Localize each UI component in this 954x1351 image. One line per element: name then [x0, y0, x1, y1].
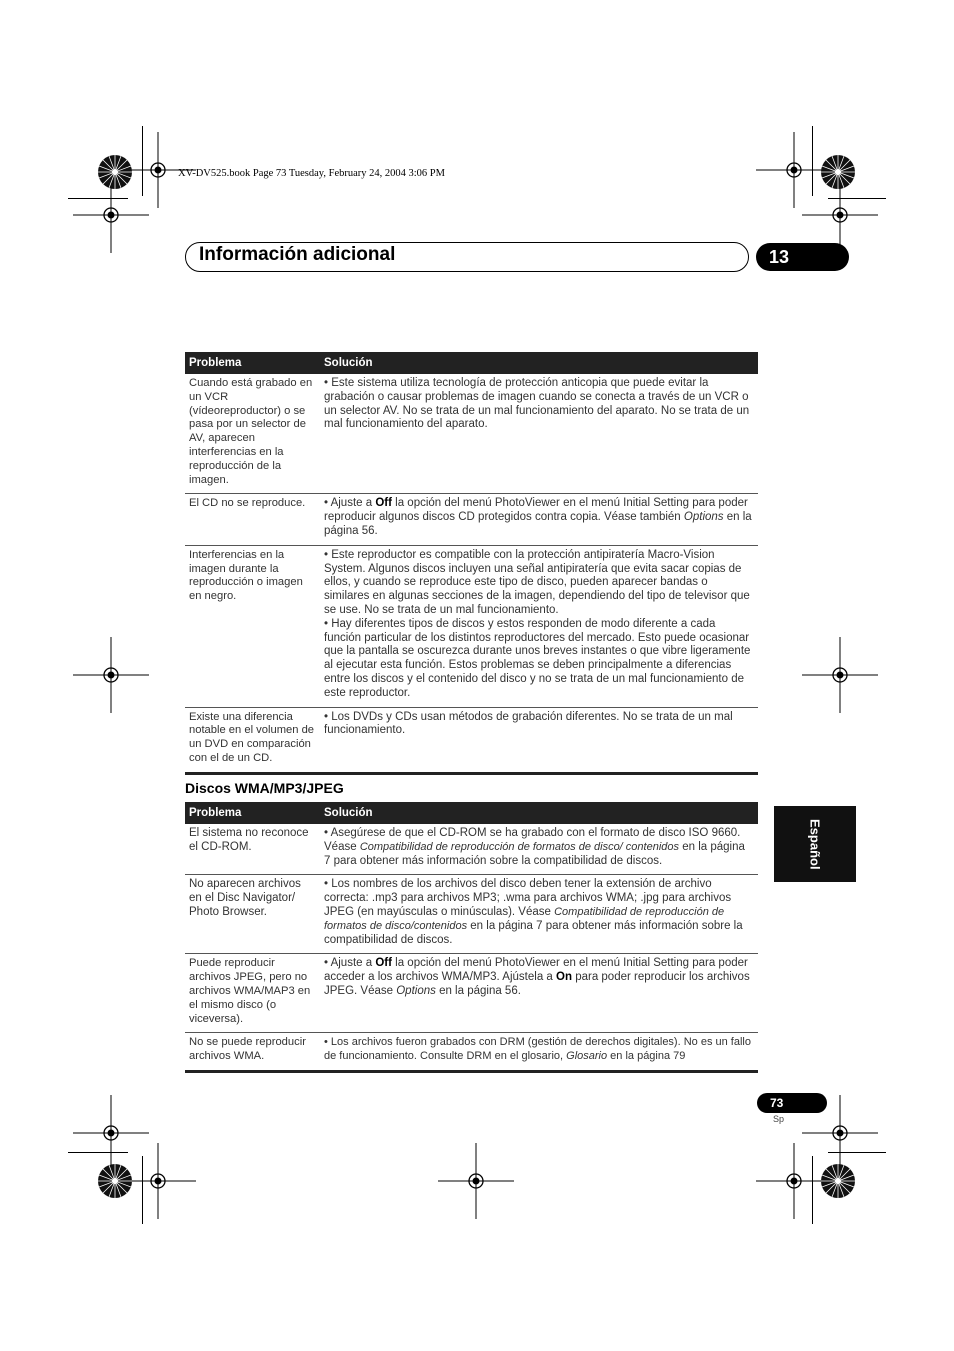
registration-mark-icon: [756, 1143, 832, 1219]
troubleshooting-table: [185, 352, 758, 775]
table-row: [185, 707, 758, 773]
problem-cell: No aparecen archivos en el Disc Navigator/ Photo Browser.: [185, 875, 320, 954]
table-row: [185, 824, 758, 875]
table-row: [185, 494, 758, 545]
solution-cell: • Ajuste a Off la opción del menú PhotoViewer en el menú Initial Setting para poder reproducir algunos discos CD protegidos contra copia. Véase también Options en la página 56.: [320, 494, 758, 545]
problem-cell: El CD no se reproduce.: [185, 494, 320, 545]
problem-cell: No se puede reproducir archivos WMA.: [185, 1033, 320, 1072]
problem-cell: Existe una diferencia notable en el volumen de un DVD en comparación con el de un CD.: [185, 707, 320, 773]
registration-mark-icon: [73, 637, 149, 713]
column-header-problem: Problema: [185, 352, 320, 374]
star-target-icon: [821, 1164, 855, 1198]
column-header-solution: Solución: [320, 802, 758, 824]
solution-cell: • Asegúrese de que el CD-ROM se ha grabado con el formato de disco ISO 9660. Véase Compatibilidad de reproducción de formatos de disco/ contenidos en la página 7 para obtener más información sobre la compatibilidad de discos.: [320, 824, 758, 875]
solution-cell: • Ajuste a Off la opción del menú PhotoViewer en el menú Initial Setting para poder acceder a los archivos WMA/MP3. Ajústela a On para poder reproducir los archivos JPEG. Véase Options en la página 56.: [320, 954, 758, 1033]
print-header: XV-DV525.book Page 73 Tuesday, February 24, 2004 3:06 PM: [178, 168, 445, 179]
registration-mark-icon: [438, 1143, 514, 1219]
table-row: [185, 545, 758, 707]
page-title: Información adicional: [199, 244, 396, 265]
table-row: [185, 875, 758, 954]
language-tab-label: Español: [807, 818, 823, 870]
page-number: 73: [757, 1093, 827, 1113]
column-header-solution: Solución: [320, 352, 758, 374]
section-title: Discos WMA/MP3/JPEG: [185, 780, 344, 796]
solution-cell: • Los nombres de los archivos del disco deben tener la extensión de archivo correcta: .mp3 para archivos MP3; .wma para archivos WMA; .jpg para archivos JPEG (en mayúsculas o minúsculas). Véase Compatibilidad de reproducción de formatos de disco/contenidos en la página 7 para obtener más información sobre la compatibilidad de discos.: [320, 875, 758, 954]
table-row: [185, 1033, 758, 1072]
star-target-icon: [821, 155, 855, 189]
registration-mark-icon: [73, 1095, 149, 1171]
star-target-icon: [98, 155, 132, 189]
solution-cell: • Los archivos fueron grabados con DRM (gestión de derechos digitales). No es un fallo de funcionamiento. Consulte DRM en el glosario, Glosario en la página 79: [320, 1033, 758, 1072]
problem-cell: El sistema no reconoce el CD-ROM.: [185, 824, 320, 875]
chapter-number: 13: [756, 243, 849, 271]
problem-cell: Cuando está grabado en un VCR (vídeoreproductor) o se pasa por un selector de AV, aparecen interferencias en la reproducción de la imagen.: [185, 374, 320, 494]
problem-cell: Puede reproducir archivos JPEG, pero no archivos WMA/MAP3 en el mismo disco (o viceversa).: [185, 954, 320, 1033]
page-language-code: Sp: [773, 1114, 785, 1124]
table-row: [185, 954, 758, 1033]
column-header-problem: Problema: [185, 802, 320, 824]
solution-cell: • Este sistema utiliza tecnología de protección anticopia que puede evitar la grabación o causar problemas de imagen cuando se conecta a través de un VCR o un selector AV. No se trata de un mal funcionamiento del aparato. No se trata de un mal funcionamiento del aparato.: [320, 374, 758, 494]
table-row: [185, 374, 758, 494]
wma-mp3-jpeg-table: [185, 802, 758, 1073]
registration-mark-icon: [802, 637, 878, 713]
star-target-icon: [98, 1164, 132, 1198]
registration-mark-icon: [756, 132, 832, 208]
solution-cell: • Este reproductor es compatible con la protección antipiratería Macro-Vision System. Algunos discos incluyen una señal antipiratería que evita sacar copias de ellos, y cuando se reproduce este tipo de disco, pueden aparecer bandas o similares en algunas secciones de la imagen, dependiendo del tipo de televisor que se use. No se trata de un mal funcionamiento. • Hay diferentes tipos de discos y estos responden de modo diferente a cada función particular de los distintos reproductores del mercado. Esto puede ocasionar que la pantalla se oscurezca durante unos breves instantes o que vibre ligeramente al ejecutar esta función. Estos problemas se deben principalmente a diferencias entre los discos y el contenido del disco y no se trata de un mal funcionamiento de este reproductor.: [320, 545, 758, 707]
problem-cell: Interferencias en la imagen durante la reproducción o imagen en negro.: [185, 545, 320, 707]
solution-cell: • Los DVDs y CDs usan métodos de grabación diferentes. No se trata de un mal funcionamiento.: [320, 707, 758, 773]
